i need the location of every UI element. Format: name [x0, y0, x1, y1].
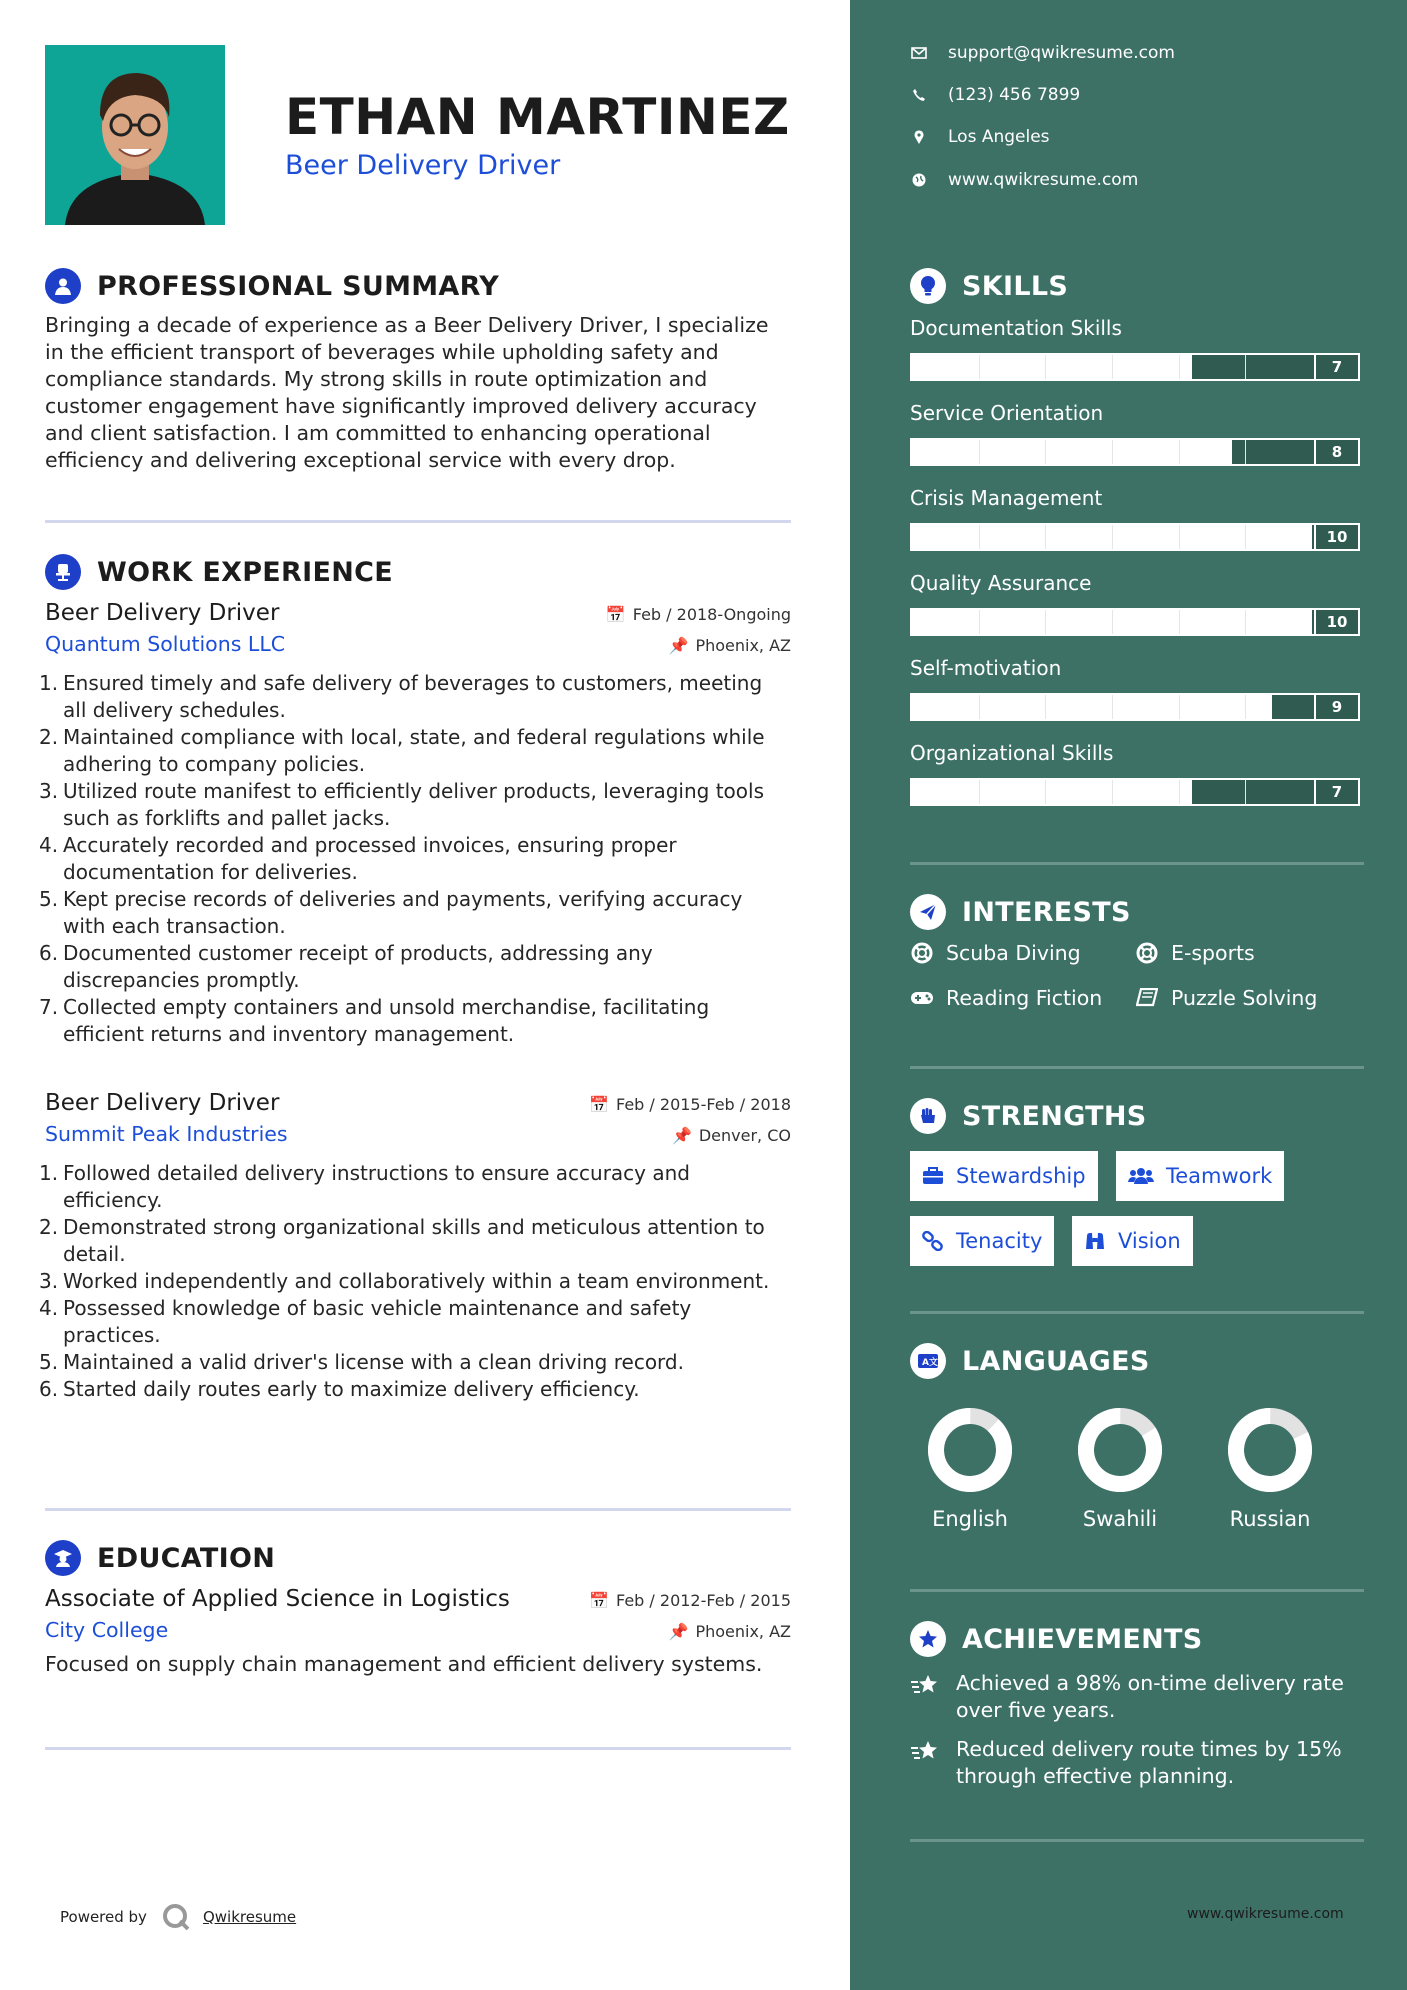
skill-segment-divider: [979, 440, 980, 464]
language-name: English: [932, 1507, 1008, 1531]
skill-segment-divider: [1045, 525, 1046, 549]
pin-icon: 📌: [668, 1622, 689, 1641]
skill-segment-divider: [1112, 610, 1113, 634]
briefcase-icon: [922, 1167, 944, 1185]
interest-item: E-sports: [1135, 941, 1255, 965]
list-item: 4. Accurately recorded and processed invoices, ensuring proper documentation for deliveries.: [39, 833, 677, 884]
list-item: 5. Kept precise records of deliveries and payments, verifying accuracy with each transaction.: [39, 887, 743, 938]
list-item: 6. Started daily routes early to maximize delivery efficiency.: [39, 1377, 640, 1401]
strength-tag: Tenacity: [910, 1216, 1054, 1266]
strength-tag: Vision: [1072, 1216, 1193, 1266]
language-donut: [1075, 1405, 1165, 1495]
summary-heading: PROFESSIONAL SUMMARY: [97, 270, 500, 302]
interest-item: Puzzle Solving: [1135, 986, 1317, 1010]
binoculars-icon: [1084, 1231, 1106, 1251]
skill-segment-divider: [979, 355, 980, 379]
job-company: Quantum Solutions LLC: [45, 632, 286, 656]
interests-heading: INTERESTS: [962, 896, 1131, 928]
language-item: [910, 1405, 1030, 1531]
strengths-heading: STRENGTHS: [962, 1100, 1147, 1132]
skill-segment-divider: [1245, 525, 1246, 549]
strength-tag: Teamwork: [1116, 1151, 1284, 1201]
skill-segment-divider: [1112, 525, 1113, 549]
globe-icon: [910, 173, 928, 187]
job-location: Denver, CO: [698, 1126, 791, 1145]
skill-segment-divider: [979, 695, 980, 719]
skill-level-value: 10: [1314, 525, 1358, 549]
section-divider: [45, 520, 791, 523]
skill-segment-divider: [1112, 355, 1113, 379]
calendar-icon: 📅: [605, 605, 626, 624]
skill-level-value: 9: [1314, 695, 1358, 719]
achievement-item: Reduced delivery route times by 15% through effective planning.: [910, 1736, 1360, 1790]
skill-segment-divider: [1179, 695, 1180, 719]
skill-segment-divider: [1112, 440, 1113, 464]
achievements-header: [910, 1621, 1203, 1657]
star-badge-icon: [910, 1621, 946, 1657]
section-divider: [910, 1839, 1364, 1842]
language-donut-fill: [1075, 1405, 1165, 1495]
envelope-icon: [910, 47, 928, 59]
paper-plane-icon: [910, 894, 946, 930]
skill-segment-divider: [1245, 440, 1246, 464]
pin-icon: 📌: [668, 636, 689, 655]
contact-email[interactable]: support@qwikresume.com: [910, 43, 1175, 63]
skill-segment-divider: [1179, 525, 1180, 549]
achievements-heading: ACHIEVEMENTS: [962, 1623, 1203, 1655]
section-divider: [45, 1508, 791, 1511]
users-icon: [1128, 1167, 1154, 1185]
job-bullets: [39, 1160, 791, 1403]
skill-bar: [910, 778, 1360, 806]
svg-text:文: 文: [929, 1358, 939, 1368]
list-item: 5. Maintained a valid driver's license with a clean driving record.: [39, 1350, 684, 1374]
skill-level-fill: [912, 355, 1192, 379]
skill-segment-divider: [979, 610, 980, 634]
degree-name: Associate of Applied Science in Logistics: [45, 1586, 510, 1612]
skill-level-value: 7: [1314, 780, 1358, 804]
qwikresume-link[interactable]: Qwikresume: [202, 1908, 297, 1926]
experience-section: [45, 552, 791, 592]
skill-segment-divider: [1045, 695, 1046, 719]
list-item: 4. Possessed knowledge of basic vehicle maintenance and safety practices.: [39, 1296, 692, 1347]
chair-icon: [45, 554, 81, 590]
gamepad-icon: [910, 990, 934, 1006]
skill-bar: [910, 438, 1360, 466]
languages-heading: LANGUAGES: [962, 1345, 1150, 1377]
skill-level-fill: [912, 780, 1192, 804]
skill-segment-divider: [1045, 780, 1046, 804]
experience-heading: WORK EXPERIENCE: [97, 556, 393, 588]
skill-segment-divider: [1179, 355, 1180, 379]
language-donut-fill: [925, 1405, 1015, 1495]
job-entry: [39, 600, 791, 1048]
pin-icon: 📌: [671, 1126, 692, 1145]
education-location: Phoenix, AZ: [695, 1622, 791, 1641]
phone-icon: [910, 88, 928, 102]
school-name: City College: [45, 1618, 169, 1642]
skill-name: Crisis Management: [910, 486, 1103, 510]
interest-item: Reading Fiction: [910, 986, 1102, 1010]
qwikresume-logo-icon: [161, 1902, 191, 1932]
fist-icon: [910, 1098, 946, 1134]
language-item: [1210, 1405, 1330, 1531]
interests-header: [910, 894, 1131, 930]
skill-name: Organizational Skills: [910, 741, 1114, 765]
education-section: [45, 1538, 791, 1578]
profile-photo: [45, 45, 225, 225]
achievement-item: Achieved a 98% on-time delivery rate over five years.: [910, 1670, 1360, 1724]
job-company: Summit Peak Industries: [45, 1122, 288, 1146]
shooting-star-icon: [910, 1736, 942, 1790]
strengths-header: [910, 1098, 1147, 1134]
candidate-title: Beer Delivery Driver: [285, 150, 561, 181]
skill-segment-divider: [1245, 780, 1246, 804]
skill-segment-divider: [1179, 440, 1180, 464]
graduate-icon: [45, 1540, 81, 1576]
summary-text: Bringing a decade of experience as a Beer Delivery Driver, I specialize in the efficient transport of beverages while upholding safety and compliance standards. My strong skills in route optimization and customer engagement have significantly improved delivery accuracy and client satisfaction. I am committed to enhancing operational efficiency and delivering exceptional service with every drop.: [45, 313, 769, 472]
powered-by-label: Powered by: [60, 1908, 147, 1926]
calendar-icon: 📅: [589, 1591, 609, 1610]
section-divider: [910, 1066, 1364, 1069]
contact-website[interactable]: www.qwikresume.com: [910, 170, 1138, 190]
skill-segment-divider: [1245, 355, 1246, 379]
skills-heading: SKILLS: [962, 270, 1069, 302]
skill-segment-divider: [1045, 610, 1046, 634]
languages-header: [910, 1343, 1150, 1379]
shooting-star-icon: [910, 1670, 942, 1724]
list-item: 1. Followed detailed delivery instructions to ensure accuracy and efficiency.: [39, 1161, 690, 1212]
language-name: Russian: [1229, 1507, 1311, 1531]
user-icon: [45, 268, 81, 304]
job-role: Beer Delivery Driver: [45, 1090, 280, 1116]
job-role: Beer Delivery Driver: [45, 600, 280, 626]
skill-bar: [910, 353, 1360, 381]
section-divider: [45, 1747, 791, 1750]
skill-name: Quality Assurance: [910, 571, 1092, 595]
education-heading: EDUCATION: [97, 1542, 276, 1574]
skill-name: Documentation Skills: [910, 316, 1122, 340]
sidebar: [850, 0, 1407, 1990]
skills-header: [910, 268, 1068, 304]
contact-phone[interactable]: (123) 456 7899: [910, 85, 1080, 105]
summary-section: [45, 266, 791, 474]
svg-text:A: A: [922, 1358, 929, 1368]
language-donut-fill: [1225, 1405, 1315, 1495]
translate-icon: [910, 1343, 946, 1379]
skill-name: Service Orientation: [910, 401, 1104, 425]
language-donut: [1225, 1405, 1315, 1495]
job-entry: [39, 1090, 791, 1403]
language-donut: [925, 1405, 1015, 1495]
contact-location: Los Angeles: [910, 127, 1050, 147]
skill-level-fill: [912, 440, 1232, 464]
link-icon: [922, 1231, 944, 1251]
section-divider: [910, 1311, 1364, 1314]
skill-segment-divider: [1045, 355, 1046, 379]
skill-segment-divider: [979, 525, 980, 549]
powered-by: [60, 1902, 296, 1932]
list-item: 1. Ensured timely and safe delivery of beverages to customers, meeting all delivery schedules.: [39, 671, 763, 722]
skill-bar: [910, 608, 1360, 636]
section-divider: [910, 1589, 1364, 1592]
skill-name: Self-motivation: [910, 656, 1062, 680]
list-item: 6. Documented customer receipt of products, addressing any discrepancies promptly.: [39, 941, 653, 992]
skill-level-value: 7: [1314, 355, 1358, 379]
list-item: 2. Demonstrated strong organizational skills and meticulous attention to detail.: [39, 1215, 765, 1266]
job-dates: Feb / 2015-Feb / 2018: [616, 1095, 791, 1114]
skill-segment-divider: [1045, 440, 1046, 464]
skill-segment-divider: [1112, 780, 1113, 804]
skill-level-value: 10: [1314, 610, 1358, 634]
education-description: Focused on supply chain management and efficient delivery systems.: [45, 1652, 763, 1676]
lightbulb-icon: [910, 268, 946, 304]
list-item: 7. Collected empty containers and unsold merchandise, facilitating efficient returns and inventory management.: [39, 995, 710, 1046]
skill-segment-divider: [979, 780, 980, 804]
life-ring-icon: [1135, 942, 1159, 964]
education-dates: Feb / 2012-Feb / 2015: [616, 1591, 791, 1610]
skill-segment-divider: [1112, 695, 1113, 719]
skill-level-value: 8: [1314, 440, 1358, 464]
skill-segment-divider: [1179, 610, 1180, 634]
interest-item: Scuba Diving: [910, 941, 1081, 965]
calendar-icon: 📅: [589, 1095, 609, 1114]
strength-tag: Stewardship: [910, 1151, 1098, 1201]
life-ring-icon: [910, 942, 934, 964]
list-item: 3. Utilized route manifest to efficiently deliver products, leveraging tools such as forklifts and pallet jacks.: [39, 779, 764, 830]
skill-bar: [910, 693, 1360, 721]
skill-segment-divider: [1245, 610, 1246, 634]
skill-segment-divider: [1245, 695, 1246, 719]
language-item: [1060, 1405, 1180, 1531]
map-marker-icon: [910, 130, 928, 144]
footer-website[interactable]: www.qwikresume.com: [1187, 1906, 1344, 1922]
section-divider: [910, 862, 1364, 865]
list-item: 3. Worked independently and collaboratively within a team environment.: [39, 1269, 770, 1293]
book-icon: [1135, 988, 1159, 1008]
education-entry: [45, 1586, 791, 1676]
job-location: Phoenix, AZ: [695, 636, 791, 655]
skill-level-fill: [912, 695, 1272, 719]
job-bullets: [39, 670, 791, 1048]
language-name: Swahili: [1082, 1507, 1158, 1531]
candidate-name: ETHAN MARTINEZ: [285, 88, 790, 146]
list-item: 2. Maintained compliance with local, state, and federal regulations while adhering to company policies.: [39, 725, 765, 776]
job-dates: Feb / 2018-Ongoing: [632, 605, 791, 624]
skill-segment-divider: [1179, 780, 1180, 804]
skill-bar: [910, 523, 1360, 551]
